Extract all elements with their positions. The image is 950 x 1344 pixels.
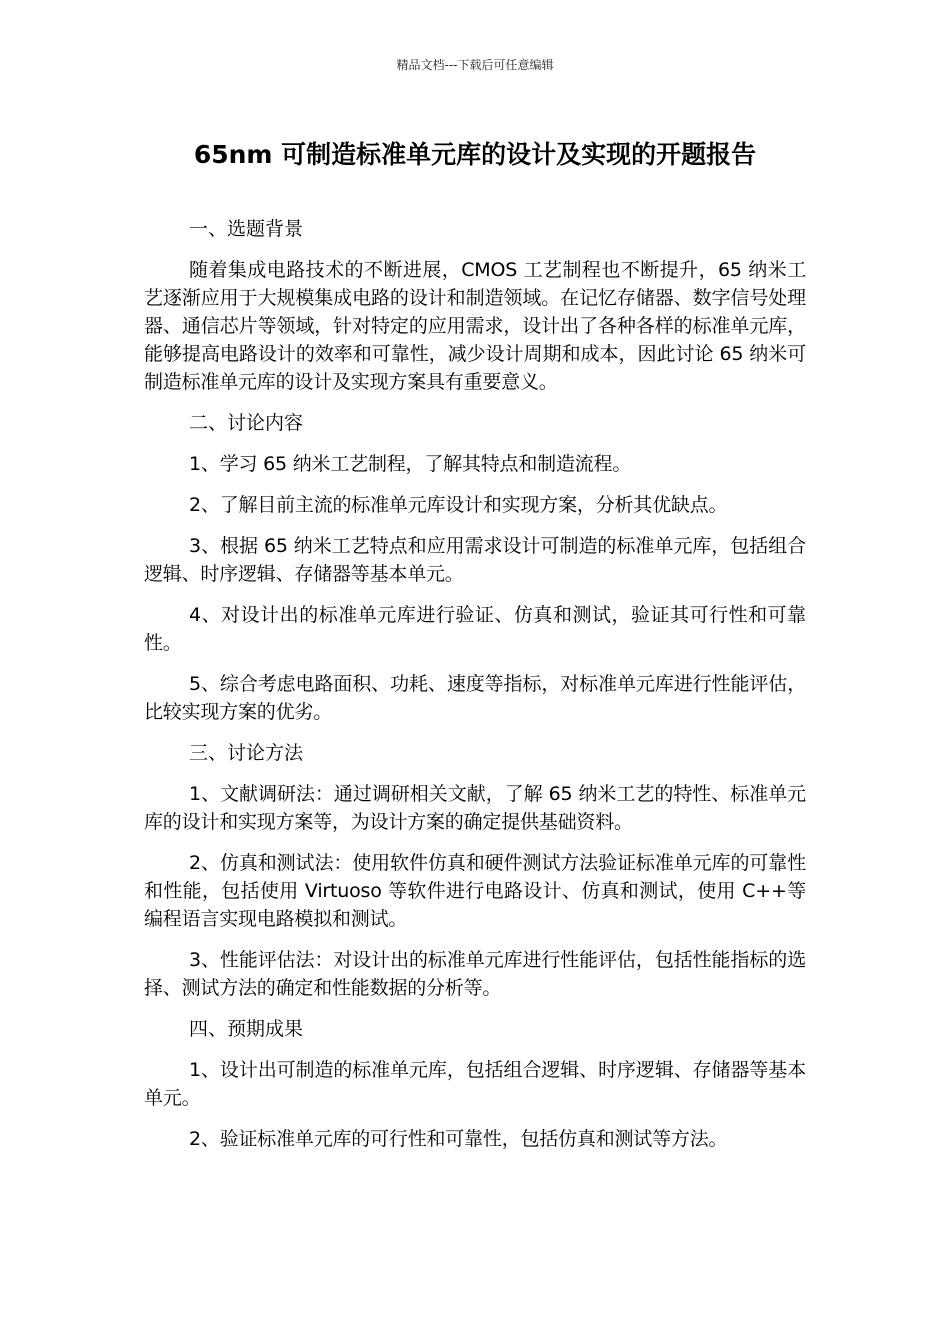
research-method-item-2: 2、仿真和测试法：使用软件仿真和硬件测试方法验证标准单元库的可靠性和性能，包括使用 Virtuoso 等软件进行电路设计、仿真和测试，使用 C++等编程语言实现电路模拟和测试。 xyxy=(144,852,806,930)
section-heading-research-content: 二、讨论内容 xyxy=(189,412,304,434)
research-content-item-1: 1、学习 65 纳米工艺制程，了解其特点和制造流程。 xyxy=(189,453,632,475)
background-paragraph: 随着集成电路技术的不断进展，CMOS 工艺制程也不断提升，65 纳米工艺逐渐应用于大规模集成电路的设计和制造领域。在记忆存储器、数字信号处理器、通信芯片等领域，针对特定的应用需求，设计出了各种各样的标准单元库，能够提高电路设计的效率和可靠性，减少设计周期和成本，因此讨论 65 纳米可制造标准单元库的设计及实现方案具有重要意义。 xyxy=(144,259,806,393)
document-body xyxy=(144,215,806,1166)
research-content-item-2: 2、了解目前主流的标准单元库设计和实现方案，分析其优缺点。 xyxy=(189,494,728,516)
section-heading-research-methods: 三、讨论方法 xyxy=(189,742,304,764)
research-content-item-5: 5、综合考虑电路面积、功耗、速度等指标，对标准单元库进行性能评估，比较实现方案的优劣。 xyxy=(144,673,806,723)
header-note: 精品文档---下载后可任意编辑 xyxy=(396,58,554,72)
section-heading-background: 一、选题背景 xyxy=(189,218,304,240)
research-content-item-3: 3、根据 65 纳米工艺特点和应用需求设计可制造的标准单元库，包括组合逻辑、时序逻辑、存储器等基本单元。 xyxy=(144,535,806,585)
expected-result-item-1: 1、设计出可制造的标准单元库，包括组合逻辑、时序逻辑、存储器等基本单元。 xyxy=(144,1059,806,1109)
section-heading-expected-results: 四、预期成果 xyxy=(189,1018,304,1040)
research-content-item-4: 4、对设计出的标准单元库进行验证、仿真和测试，验证其可行性和可靠性。 xyxy=(144,604,806,654)
research-method-item-3: 3、性能评估法：对设计出的标准单元库进行性能评估，包括性能指标的选择、测试方法的确定和性能数据的分析等。 xyxy=(144,949,806,999)
research-method-item-1: 1、文献调研法：通过调研相关文献，了解 65 纳米工艺的特性、标准单元库的设计和实现方案等，为设计方案的确定提供基础资料。 xyxy=(144,783,806,833)
expected-result-item-2: 2、验证标准单元库的可行性和可靠性，包括仿真和测试等方法。 xyxy=(189,1128,728,1150)
document-title: 65nm 可制造标准单元库的设计及实现的开题报告 xyxy=(193,140,757,169)
